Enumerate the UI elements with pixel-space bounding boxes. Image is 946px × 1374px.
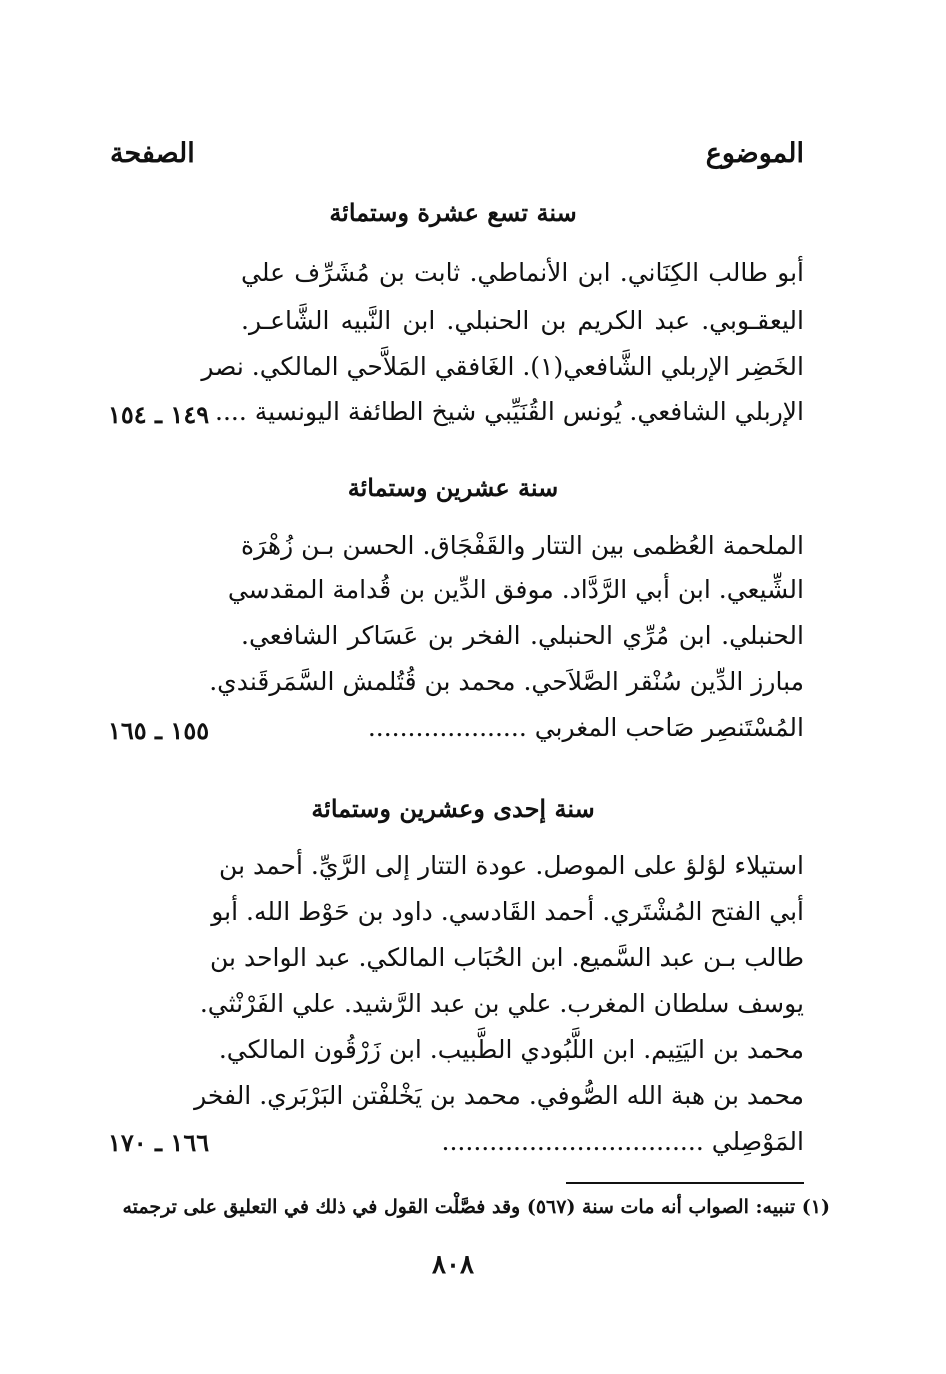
page-range: ١٦٦ ـ ١٧٠ [108,1128,210,1157]
year-heading: سنة تسع عشرة وستمائة [329,198,577,227]
subject-column-header: الموضوع [705,138,804,169]
entry-line: محمد بن اليَتِيم. ابن اللَّبُودي الطَّبيب. ابن زَرْقُون المالكي. [218,1035,804,1064]
entry-line: يوسف سلطان المغرب. علي بن عبد الرَّشيد. علي الفَرْنْثي. [199,989,804,1018]
entry-line: استيلاء لؤلؤ على الموصل. عودة التتار إلى الرَّيِّ. أحمد بن [219,851,804,880]
entry-line: الشِّيعي. ابن أبي الرَّدَّاد. موفق الدِّين بن قُدامة المقدسي [227,575,804,604]
entry-line: أبو طالب الكِنَاني. ابن الأنماطي. ثابت بن مُشَرِّف علي [241,258,804,287]
entry-line: أبي الفتح المُشْتَري. أحمد القَادسي. داود بن حَوْط الله. أبو [211,897,804,926]
entry-line: محمد بن هبة الله الصُّوفي. محمد بن يَخْلفْتن البَرْبَري. الفخر [194,1081,804,1110]
page-range: ١٥٥ ـ ١٦٥ [108,716,210,745]
page-number: ٨٠٨ [432,1250,474,1280]
page-range: ١٤٩ ـ ١٥٤ [108,400,210,429]
page-column-header: الصفحة [110,138,195,169]
entry-line: الملحمة العُظمى بين التتار والقَفْجَاق. الحسن بـن زُهْرَة [241,531,804,560]
year-heading: سنة إحدى وعشرين وستمائة [311,794,595,823]
entry-line: اليعقـوبي. عبد الكريم بن الحنبلي. ابن النَّبيه الشَّاعـر. [241,306,804,335]
year-heading: سنة عشرين وستمائة [347,473,559,502]
footnote: (١) تنبيه: الصواب أنه مات سنة (٥٦٧) وقد فصَّلْت القول في ذلك في التعليق على ترجمته [122,1196,830,1218]
entry-line: الإربلي الشافعي. يُونس القُنَيِّبي شيخ الطائفة اليونسية .... [215,397,804,426]
entry-line: المُسْتَنصِر صَاحب المغربي .................... [367,713,804,742]
entry-line: طالب بـن عبد السَّميع. ابن الحُبَاب المالكي. عبد الواحد بن [210,943,804,972]
entry-line: مبارز الدِّين سُنْقر الصَّلاَحي. محمد بن قُتُلمش السَّمَرقَندي. [209,667,804,696]
entry-line: المَوْصِلي ................................. [441,1127,804,1156]
entry-line: الخَضِر الإربلي الشَّافعي(١). الغَافقي المَلاَّحي المالكي. نصر [201,352,804,381]
footnote-rule [566,1182,804,1184]
entry-line: الحنبلي. ابن مُرِّي الحنبلي. الفخر بن عَسَاكر الشافعي. [241,621,804,650]
